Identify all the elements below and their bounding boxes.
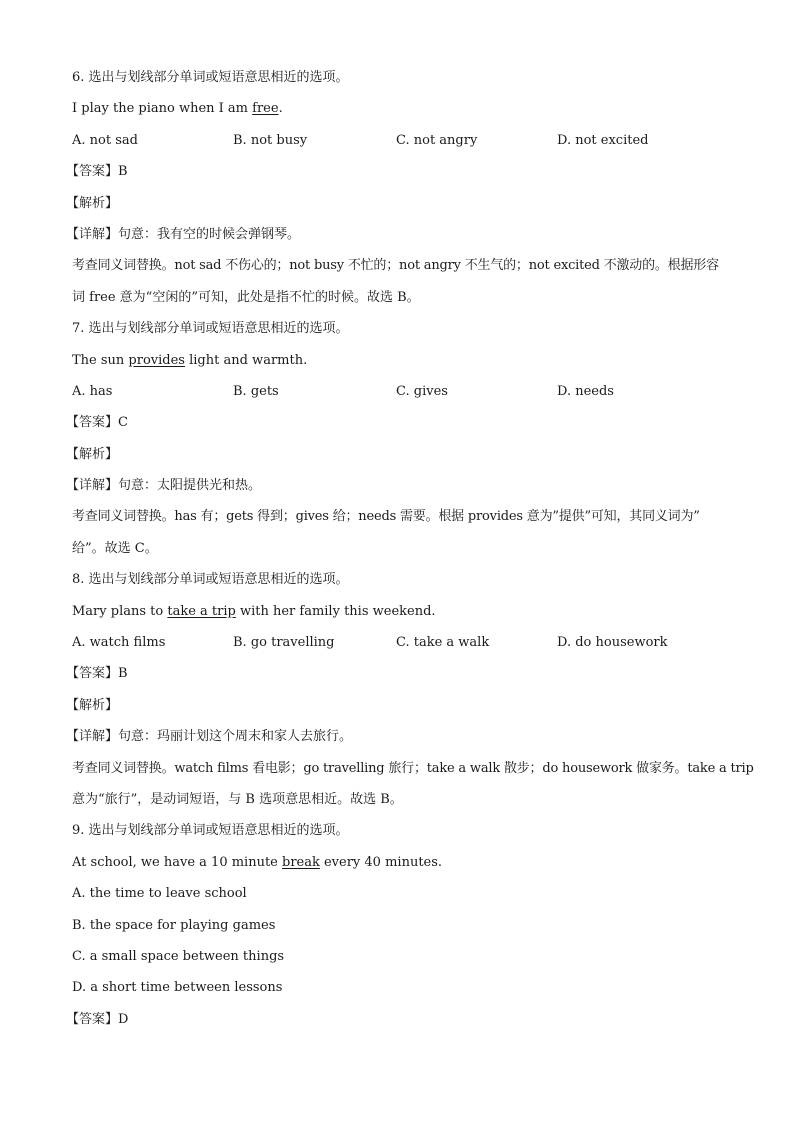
- option-d: D. do housework: [557, 635, 668, 651]
- underlined-word: free: [252, 101, 279, 117]
- question-6: [66, 62, 732, 313]
- underlined-word: provides: [128, 352, 185, 368]
- analysis-label: 【解析】: [66, 195, 119, 211]
- explanation-line: 考查同义词替换。has 有；gets 得到；gives 给；needs 需要。根据 provides 意为”提供”可知，其同义词为”: [72, 509, 700, 525]
- explanation-line: 词 free 意为“空闲的”可知，此处是指不忙的时候。故选 B。: [72, 289, 420, 305]
- question-sentence: The sun provides light and warmth.: [72, 352, 308, 368]
- answer-label: 【答案】B: [66, 164, 128, 180]
- question-sentence: Mary plans to take a trip with her family this weekend.: [72, 603, 436, 619]
- option-a: A. has: [72, 383, 113, 399]
- option-b: B. not busy: [233, 132, 308, 148]
- underlined-phrase: take a trip: [167, 603, 236, 619]
- option-c: C. take a walk: [396, 635, 490, 651]
- underlined-word: break: [282, 854, 320, 870]
- options-row: [72, 627, 732, 658]
- option-a: A. watch films: [72, 635, 166, 651]
- answer-label: 【答案】B: [66, 666, 128, 682]
- question-title: 8. 选出与划线部分单词或短语意思相近的选项。: [72, 572, 349, 588]
- analysis-label: 【解析】: [66, 697, 119, 713]
- option-c: C. a small space between things: [72, 948, 285, 964]
- analysis-label: 【解析】: [66, 446, 119, 462]
- options-row: [72, 376, 732, 407]
- option-a: A. the time to leave school: [72, 886, 247, 902]
- question-7: [66, 313, 732, 564]
- option-d: D. a short time between lessons: [72, 980, 283, 996]
- explanation-line: 意为“旅行”，是动词短语，与 B 选项意思相近。故选 B。: [72, 791, 403, 807]
- option-d: D. needs: [557, 383, 614, 399]
- question-8: [66, 564, 754, 815]
- explanation-line: 给”。故选 C。: [72, 540, 158, 556]
- option-b: B. gets: [233, 383, 279, 399]
- document-page: [66, 62, 754, 1035]
- option-d: D. not excited: [557, 132, 649, 148]
- option-c: C. gives: [396, 383, 448, 399]
- detail-text: 【详解】句意：玛丽计划这个周末和家人去旅行。: [66, 729, 353, 745]
- explanation-line: 考查同义词替换。watch films 看电影；go travelling 旅行；take a walk 散步；do housework 做家务。take a trip: [72, 760, 754, 776]
- question-sentence: I play the piano when I am free.: [72, 101, 283, 117]
- option-b: B. go travelling: [233, 635, 335, 651]
- option-c: C. not angry: [396, 132, 478, 148]
- answer-label: 【答案】D: [66, 1011, 129, 1027]
- question-title: 9. 选出与划线部分单词或短语意思相近的选项。: [72, 823, 349, 839]
- detail-text: 【详解】句意：我有空的时候会弹钢琴。: [66, 226, 301, 242]
- question-9: [66, 815, 732, 1035]
- explanation-line: 考查同义词替换。not sad 不伤心的；not busy 不忙的；not angry 不生气的；not excited 不激动的。根据形容: [72, 258, 719, 274]
- answer-label: 【答案】C: [66, 415, 128, 431]
- option-b: B. the space for playing games: [72, 917, 276, 933]
- options-row: [72, 125, 732, 156]
- question-title: 7. 选出与划线部分单词或短语意思相近的选项。: [72, 321, 349, 337]
- detail-text: 【详解】句意：太阳提供光和热。: [66, 478, 262, 494]
- question-sentence: At school, we have a 10 minute break every 40 minutes.: [72, 854, 443, 870]
- option-a: A. not sad: [72, 132, 138, 148]
- question-title: 6. 选出与划线部分单词或短语意思相近的选项。: [72, 70, 349, 85]
